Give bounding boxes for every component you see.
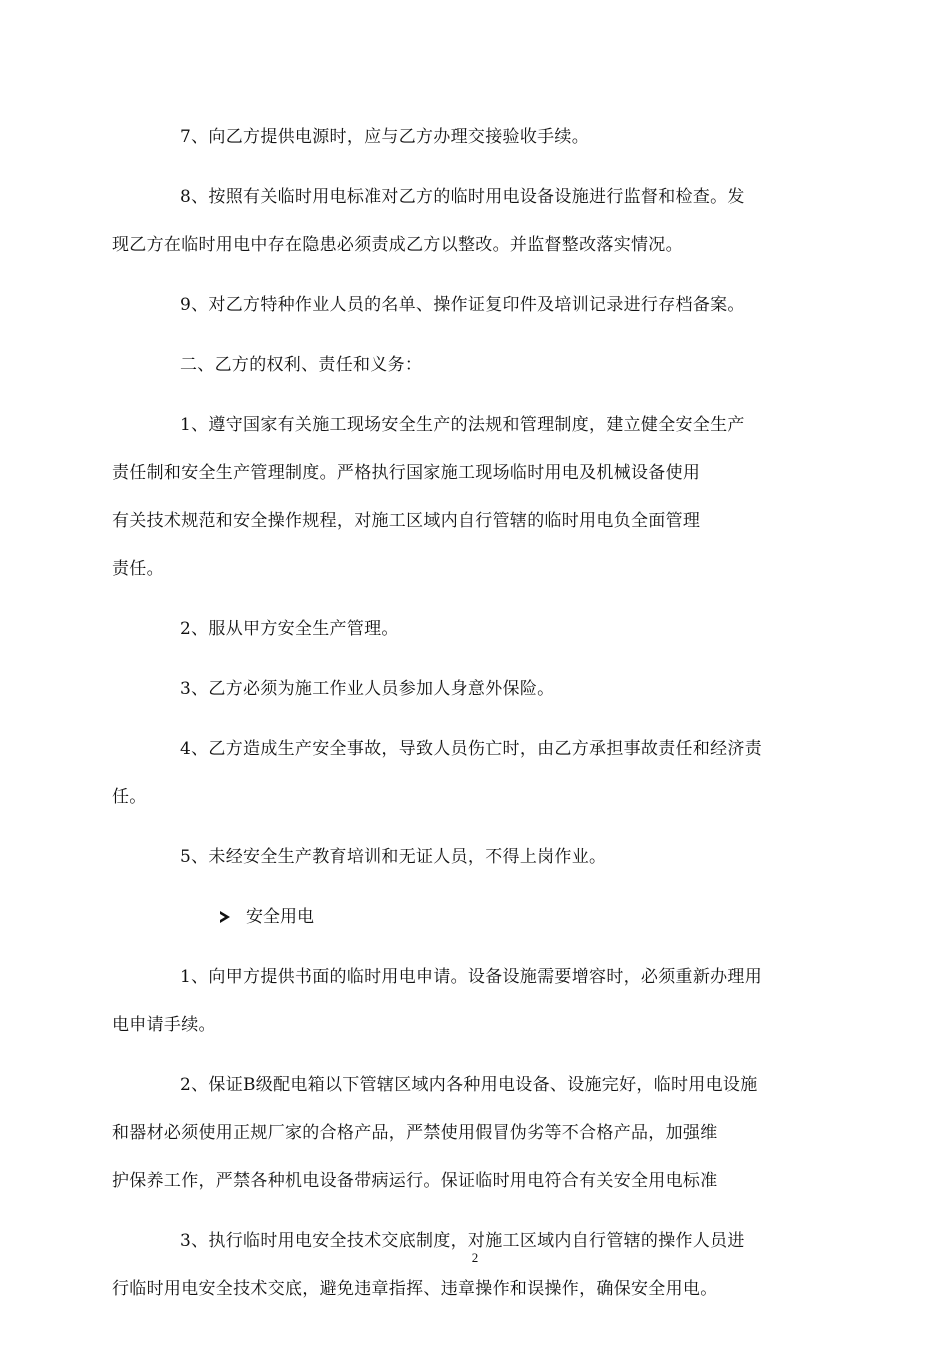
text-line: 二、乙方的权利、责任和义务： bbox=[180, 355, 423, 375]
arrow-bullet-icon bbox=[220, 911, 230, 923]
text-line: 8、按照有关临时用电标准对乙方的临时用电设备设施进行监督和检查。发 bbox=[180, 187, 745, 207]
text-line: 有关技术规范和安全操作规程，对施工区域内自行管辖的临时用电负全面管理 bbox=[112, 511, 701, 531]
text-line: 任。 bbox=[112, 787, 147, 807]
text-line: 责任。 bbox=[112, 559, 164, 579]
text-line: 2、保证B级配电箱以下管辖区域内各种用电设备、设施完好，临时用电设施 bbox=[180, 1075, 758, 1095]
text-line: 9、对乙方特种作业人员的名单、操作证复印件及培训记录进行存档备案。 bbox=[180, 295, 745, 315]
text-line: 和器材必须使用正规厂家的合格产品，严禁使用假冒伪劣等不合格产品，加强维 bbox=[112, 1123, 718, 1143]
text-line: 5、未经安全生产教育培训和无证人员，不得上岗作业。 bbox=[180, 847, 607, 867]
bullet-heading-text: 安全用电 bbox=[246, 907, 314, 927]
paragraph-item-7 bbox=[146, 113, 816, 161]
text-line: 1、向甲方提供书面的临时用电申请。设备设施需要增容时，必须重新办理用 bbox=[180, 967, 763, 987]
section-heading-party-b bbox=[146, 341, 816, 389]
paragraph-b-item-5 bbox=[146, 833, 816, 881]
paragraph-item-8 bbox=[112, 173, 816, 269]
text-line: 护保养工作，严禁各种机电设备带病运行。保证临时用电符合有关安全用电标准 bbox=[112, 1171, 718, 1191]
page-number: 2 bbox=[471, 1250, 479, 1265]
text-line: 电申请手续。 bbox=[112, 1015, 216, 1035]
text-line: 3、执行临时用电安全技术交底制度，对施工区域内自行管辖的操作人员进 bbox=[180, 1231, 745, 1251]
paragraph-b-item-3 bbox=[146, 665, 816, 713]
paragraph-electric-item-1 bbox=[112, 953, 816, 1049]
paragraph-b-item-4 bbox=[112, 725, 816, 821]
text-line: 责任制和安全生产管理制度。严格执行国家施工现场临时用电及机械设备使用 bbox=[112, 463, 701, 483]
text-line: 现乙方在临时用电中存在隐患必须责成乙方以整改。并监督整改落实情况。 bbox=[112, 235, 683, 255]
bullet-heading-safe-electricity bbox=[146, 893, 816, 941]
document-body bbox=[112, 113, 816, 1325]
paragraph-item-9 bbox=[146, 281, 816, 329]
paragraph-b-item-1 bbox=[112, 401, 816, 593]
text-line: 7、向乙方提供电源时，应与乙方办理交接验收手续。 bbox=[180, 127, 590, 147]
text-line: 1、遵守国家有关施工现场安全生产的法规和管理制度，建立健全安全生产 bbox=[180, 415, 745, 435]
text-line: 3、乙方必须为施工作业人员参加人身意外保险。 bbox=[180, 679, 555, 699]
text-line: 2、服从甲方安全生产管理。 bbox=[180, 619, 399, 639]
paragraph-electric-item-2 bbox=[112, 1061, 816, 1205]
text-line: 行临时用电安全技术交底，避免违章指挥、违章操作和误操作，确保安全用电。 bbox=[112, 1279, 718, 1299]
paragraph-b-item-2 bbox=[146, 605, 816, 653]
text-line: 4、乙方造成生产安全事故，导致人员伤亡时，由乙方承担事故责任和经济责 bbox=[180, 739, 763, 759]
